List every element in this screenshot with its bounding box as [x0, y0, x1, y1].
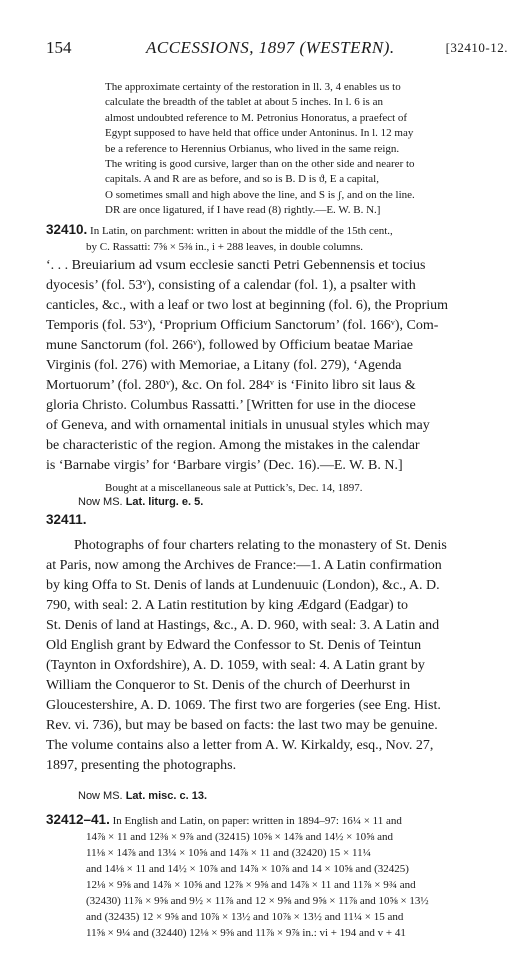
shelfmark-value: Lat. misc. c. 13.	[125, 790, 208, 802]
body-line: ‘. . . Breuiarium ad vsum ecclesie sancti Petri Gebennensis et tocius	[46, 258, 426, 273]
body-line: be characteristic of the region. Among the mistakes in the calendar	[46, 438, 420, 453]
note-line: calculate the breadth of the tablet at about 5 inches. In l. 6 is an	[105, 96, 383, 109]
entry-number: 32411.	[46, 512, 87, 527]
page-number: 154	[46, 38, 72, 57]
entry-description: and 14⅛ × 11 and 14½ × 10⅞ and 14⅞ × 10⅞ and 14 × 10⅝ and (32425)	[86, 863, 409, 875]
body-line: Temporis (fol. 53ᵛ), ‘Proprium Officium Sanctorum’ (fol. 166ᵛ), Com-	[46, 318, 439, 333]
body-line: Photographs of four charters relating to the monastery of St. Denis	[74, 538, 447, 553]
running-title: ACCESSIONS, 1897 (WESTERN).	[146, 38, 395, 57]
note-line: DR are once ligatured, if I have read (8) rightly.—E. W. B. N.]	[105, 204, 381, 217]
entry-range: [32410-12.	[445, 40, 508, 55]
note-line: O sometimes small and high above the line, and S is ʃ, and on the line.	[105, 188, 415, 201]
body-line: canticles, &c., with a leaf or two lost at beginning (fol. 6), the Proprium	[46, 298, 449, 313]
body-line: Rev. vi. 736), but may be based on facts: the last two may be genuine.	[46, 718, 438, 733]
body-line: mune Sanctorum (fol. 266ᵛ), followed by Officium beatae Mariae	[46, 338, 413, 353]
body-line: dyocesis’ (fol. 53ᵛ), consisting of a calendar (fol. 1), a psalter with	[46, 278, 416, 293]
body-line: 1897, presenting the photographs.	[46, 758, 237, 773]
body-line: at Paris, now among the Archives de France:—1. A Latin confirmation	[46, 558, 442, 573]
entry-description: 11⅝ × 9¼ and (32440) 12⅛ × 9⅝ and 11⅞ × 9⅞ in.: vi + 194 and v + 41	[86, 927, 406, 939]
entry-32410-body	[46, 256, 516, 476]
body-line: of Geneva, and with ornamental initials in unusual styles which may	[46, 418, 430, 433]
entry-description: In Latin, on parchment: written in about the middle of the 15th cent.,	[90, 225, 393, 237]
entry-description: In English and Latin, on paper: written in 1894–97: 16¼ × 11 and	[112, 815, 402, 827]
provenance-note: Bought at a miscellaneous sale at Puttick’s, Dec. 14, 1897.	[105, 482, 363, 494]
body-line: Old English grant by Edward the Confessor to St. Denis of Teintun	[46, 638, 422, 653]
body-line: The volume contains also a letter from A. W. Kirkaldy, esq., Nov. 27,	[46, 738, 434, 753]
page-header	[46, 38, 508, 64]
shelfmark-prefix: Now MS.	[78, 790, 123, 802]
entry-description: 12⅛ × 9⅝ and 14⅞ × 10⅝ and 12⅞ × 9⅝ and 14⅞ × 11 and 11⅞ × 9¾ and	[86, 879, 416, 891]
shelfmark-prefix: Now MS.	[78, 496, 123, 508]
entry-description: by C. Rassatti: 7⅝ × 5⅜ in., i + 288 leaves, in double columns.	[86, 241, 363, 253]
note-line: almost undoubted reference to M. Petronius Honoratus, a praefect of	[105, 111, 408, 124]
note-line: Egypt supposed to have held that office under Antoninus. In l. 12 may	[105, 127, 414, 140]
body-line: Gloucestershire, A. D. 1069. The first two are forgeries (see Eng. Hist.	[46, 698, 441, 713]
body-line: 790, with seal: 2. A Latin restitution by king Ædgard (Eadgar) to	[46, 598, 408, 613]
entry-number: 32410.	[46, 222, 88, 237]
body-line: is ‘Barnabe virgis’ for ‘Barbare virgis’ (Dec. 16).—E. W. B. N.]	[46, 458, 403, 473]
previous-entry-note	[105, 80, 517, 219]
entry-description: 11⅛ × 14⅞ and 13¼ × 10⅝ and 14⅞ × 11 and (32420) 15 × 11¼	[86, 847, 371, 859]
body-line: William the Conqueror to St. Denis of the church of Deerhurst in	[46, 678, 411, 693]
entry-description: 14⅞ × 11 and 12⅜ × 9⅞ and (32415) 10⅝ × 14⅞ and 14½ × 10⅝ and	[86, 831, 394, 843]
body-line: (Taynton in Oxfordshire), A. D. 1059, with seal: 4. A Latin grant by	[46, 658, 425, 673]
entry-number: 32412–41.	[46, 812, 110, 827]
note-line: capitals. A and R are as before, and so is B. D is ϑ, E a capital,	[105, 173, 379, 186]
entry-32411-body	[46, 536, 516, 776]
body-line: Mortuorum’ (fol. 280ᵛ), &c. On fol. 284ᵛ is ‘Finito libro sit laus &	[46, 378, 416, 393]
entry-32412-heading	[46, 812, 516, 941]
body-line: gloria Christo. Columbus Rassatti.’ [Written for use in the diocese	[46, 398, 416, 413]
entry-32410-heading	[46, 222, 516, 255]
entry-description: and (32435) 12 × 9⅝ and 10⅞ × 13½ and 10⅞ × 13½ and 11¼ × 15 and	[86, 911, 404, 923]
entry-description: (32430) 11⅞ × 9⅝ and 9½ × 11⅞ and 12 × 9⅝ and 9⅝ × 11⅞ and 10⅝ × 13½	[86, 895, 429, 907]
note-line: be a reference to Herennius Orbianus, who lived in the same reign.	[105, 142, 400, 155]
shelfmark-value: Lat. liturg. e. 5.	[125, 496, 204, 508]
shelfmark	[78, 790, 207, 802]
note-line: The writing is good cursive, larger than on the other side and nearer to	[105, 158, 415, 171]
body-line: Virginis (fol. 276) with Memoriae, a Litany (fol. 279), ‘Agenda	[46, 358, 402, 373]
body-line: St. Denis of land at Hastings, &c., A. D. 960, with seal: 3. A Latin and	[46, 618, 440, 633]
body-line: by king Offa to St. Denis of lands at Lundenuuic (London), &c., A. D.	[46, 578, 440, 593]
note-line: The approximate certainty of the restoration in ll. 3, 4 enables us to	[105, 81, 401, 93]
shelfmark	[78, 496, 203, 508]
